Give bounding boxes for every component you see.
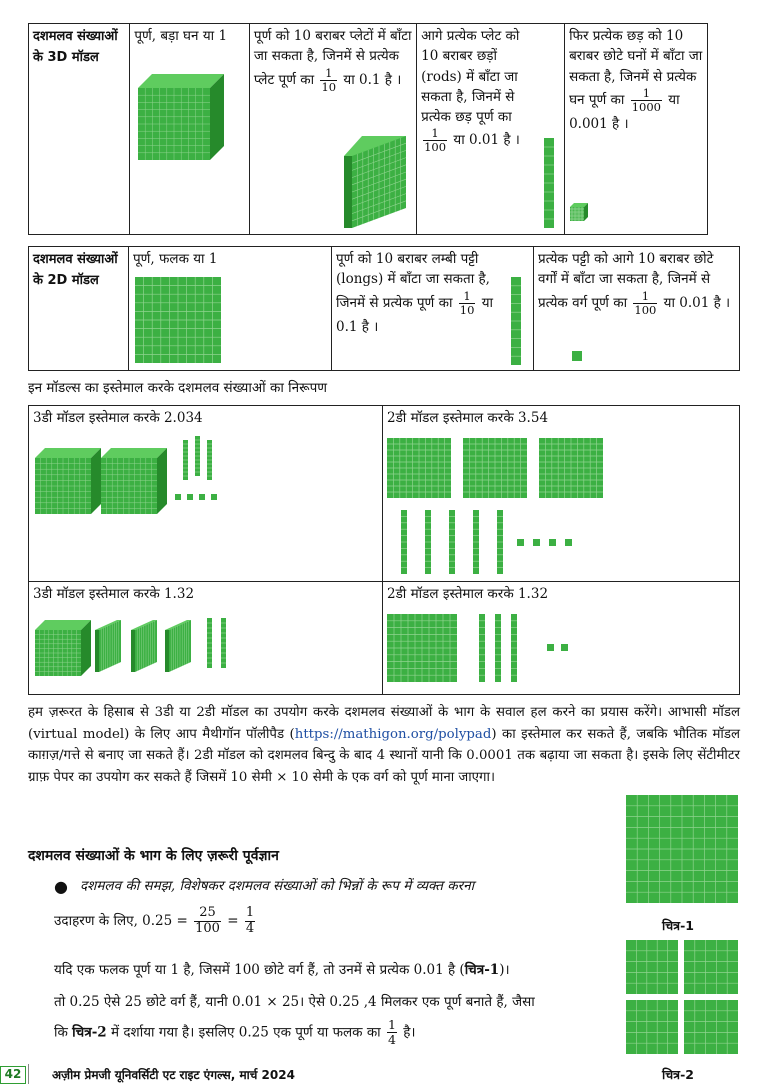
table-2d-header-cell <box>29 247 129 371</box>
example-2d-354-figure <box>387 436 617 576</box>
long-1 <box>401 510 407 574</box>
fraction-one-tenth: $\frac{1}{10}$ <box>321 65 337 94</box>
rod-1 <box>207 618 212 668</box>
fraction-one-thousandth: $\frac{1}{1000}$ <box>631 85 661 114</box>
long-3 <box>511 614 517 682</box>
quarter-3 <box>626 1000 678 1054</box>
small-cube-figure <box>569 202 589 222</box>
examples-table <box>28 405 740 695</box>
quarter-2 <box>684 940 738 994</box>
plate-1 <box>95 620 121 672</box>
example-2d-132-figure <box>387 612 587 684</box>
rod-figure <box>541 136 557 230</box>
table-2d-col3-text: प्रत्येक पट्टी को आगे 10 बराबर छोटे वर्गों में बाँटा जा सकता है, जिनमें से प्रत्येक वर्ग पूर्ण का <box>538 251 714 311</box>
rod-3d <box>544 138 554 228</box>
flat-figure <box>135 277 223 365</box>
table-3d-col1 <box>130 24 250 235</box>
whole-cube-1 <box>35 448 101 514</box>
table-3d-col2 <box>249 24 416 235</box>
flat-square <box>135 277 221 363</box>
example-2d-354-title: 2डी मॉडल इस्तेमाल करके 3.54 <box>387 410 549 426</box>
example-2d-132-title: 2डी मॉडल इस्तेमाल करके 1.32 <box>387 586 549 602</box>
table-2d-header: दशमलव संख्याओं के 2D मॉडल <box>33 252 118 289</box>
table-2d-col1 <box>129 247 332 371</box>
fraction-one-hundredth: $\frac{1}{100}$ <box>424 126 447 155</box>
table-3d-col2-text-b: या 0.1 है । <box>343 71 402 88</box>
table-2d-col3-text-b: या 0.01 है । <box>663 294 731 311</box>
unit-2 <box>561 644 568 651</box>
paragraph-intro: हम ज़रूरत के हिसाब से 3डी या 2डी मॉडल का उपयोग करके दशमलव संख्याओं के भाग के सवाल हल करने का प्रयास करेंगे। आभासी मॉडल (virtual model) के लिए आप मैथीगॉन पॉलीपैड (https://mathigon.org/polypad) का इस्तेमाल कर सकते हैं, जबकि भौतिक मॉडल काग़ज़/गत्ते से बनाए जा सकते हैं। 2डी मॉडल को दशमलव बिन्दु के बाद 4 स्थानों यानी कि 0.0001 तक बढ़ाया जा सकता है। इसके लिए सेंटीमीटर ग्राफ़ पेपर का उपयोग कर सकते हैं जिसमें 10 सेमी × 10 सेमी के एक वर्ग को पूर्ण माना जाएगा। <box>28 705 740 785</box>
fraction-one-hundredth-2d: $\frac{1}{100}$ <box>634 288 657 317</box>
figure-1-grid <box>626 795 739 905</box>
whole-cube-2 <box>101 448 167 514</box>
bullet-item <box>54 877 594 897</box>
flat-2 <box>463 438 527 498</box>
small-cube-3 <box>199 494 205 500</box>
table-3d-col4-text-b: या 0.001 है । <box>569 91 680 133</box>
table-3d-col4 <box>565 24 708 235</box>
small-cube <box>570 203 588 221</box>
unit-1 <box>517 539 524 546</box>
long-2 <box>495 614 501 682</box>
table-2d-col2 <box>332 247 534 371</box>
paragraph-fig1: यदि एक फलक पूर्ण या 1 है, जिसमें 100 छोटे वर्ग हैं, तो उनमें से प्रत्येक 0.01 है (चित्र-1)। <box>54 962 510 978</box>
fraction-one-tenth-2d: $\frac{1}{10}$ <box>459 288 475 317</box>
fraction-1-4: $\frac{1}{4}$ <box>245 905 255 936</box>
quarter-1 <box>626 940 678 994</box>
example-3d-2034-figure <box>35 436 235 516</box>
footer-text: अज़ीम प्रेमजी यूनिवर्सिटी एट राइट एंगल्स, मार्च 2024 <box>52 1068 295 1082</box>
small-cube-4 <box>211 494 217 500</box>
polypad-link[interactable]: https://mathigon.org/polypad <box>294 726 492 742</box>
bullet-text: दशमलव की समझ, विशेषकर दशमलव संख्याओं को भिन्नों के रूप में व्यक्त करना <box>80 878 475 894</box>
example-2d-354 <box>383 406 740 582</box>
example-3d-2034 <box>29 406 383 582</box>
unit-2 <box>533 539 540 546</box>
flat-3 <box>539 438 603 498</box>
plate-2 <box>131 620 157 672</box>
table-2d-col2-text: पूर्ण को 10 बराबर लम्बी पट्टी (longs) में बाँटा जा सकता है, जिनमें से प्रत्येक पूर्ण का <box>336 251 490 311</box>
table-3d-header-cell <box>29 24 130 235</box>
example-3d-2034-title: 3डी मॉडल इस्तेमाल करके 2.034 <box>33 410 203 426</box>
unit-3 <box>549 539 556 546</box>
long-4 <box>473 510 479 574</box>
example-2d-132 <box>383 582 740 695</box>
figure-2-label: चित्र-2 <box>662 1067 694 1082</box>
big-cube-figure <box>136 72 228 164</box>
table-3d-header: दशमलव संख्याओं के 3D मॉडल <box>33 29 118 66</box>
flat-1 <box>387 438 451 498</box>
plate-3 <box>165 620 191 672</box>
table-3d-models <box>28 23 708 235</box>
long-3 <box>449 510 455 574</box>
whole-cube <box>35 620 91 676</box>
small-cube-2 <box>187 494 193 500</box>
example-3d-132 <box>29 582 383 695</box>
example-equation: उदाहरण के लिए, 0.25 = $\frac{25}{100}$ = $\frac{1}{4}$ <box>54 905 255 936</box>
unit-4 <box>565 539 572 546</box>
flat <box>387 614 457 682</box>
representation-title: इन मॉडल्स का इस्तेमाल करके दशमलव संख्याओं का निरूपण <box>28 380 328 396</box>
figure-2-grid <box>626 940 739 1055</box>
long-5 <box>497 510 503 574</box>
paragraph-quarter: तो 0.25 ऐसे 25 छोटे वर्ग हैं, यानी 0.01 × 25। ऐसे 0.25 ,4 मिलकर एक पूर्ण बनाते हैं, जैसा <box>54 994 535 1010</box>
example-3d-132-figure <box>35 612 255 678</box>
table-3d-col3 <box>417 24 565 235</box>
table-2d-col2-text-b: या 0.1 है । <box>336 294 494 335</box>
table-2d-col1-text: पूर्ण, फलक या 1 <box>133 251 218 267</box>
rod-2 <box>221 618 226 668</box>
rod-2 <box>195 436 200 476</box>
quarter-4 <box>684 1000 738 1054</box>
unit-1 <box>547 644 554 651</box>
section-heading: दशमलव संख्याओं के भाग के लिए ज़रूरी पूर्वज्ञान <box>28 848 279 864</box>
table-2d-models <box>28 246 740 371</box>
fig1-ref: चित्र-1 <box>464 962 500 978</box>
example-3d-132-title: 3डी मॉडल इस्तेमाल करके 1.32 <box>33 586 195 602</box>
long-strip <box>511 277 521 365</box>
long-2 <box>425 510 431 574</box>
rod-1 <box>183 440 188 480</box>
fraction-25-100: $\frac{25}{100}$ <box>195 905 220 936</box>
rod-3 <box>207 440 212 480</box>
long-1 <box>479 614 485 682</box>
fraction-quarter: $\frac{1}{4}$ <box>387 1017 396 1048</box>
table-3d-col3-text: आगे प्रत्येक प्लेट को 10 बराबर छड़ों (rods) में बाँटा जा सकता है, जिनमें से प्रत्येक छड़ पूर्ण का <box>421 28 520 125</box>
unit-square-figure <box>572 351 582 361</box>
bullet-icon: ● <box>54 877 68 896</box>
small-cube-1 <box>175 494 181 500</box>
table-2d-col3 <box>534 247 740 371</box>
plate-block <box>344 136 406 228</box>
table-3d-col4-text: फिर प्रत्येक छड़ को 10 बराबर छोटे घनों में बाँटा जा सकता है, जिनमें से प्रत्येक घन पूर्ण का <box>569 28 703 108</box>
table-3d-col3-text-b: या 0.01 है । <box>453 132 520 149</box>
hundred-grid <box>626 795 738 903</box>
table-3d-col2-text: पूर्ण को 10 बराबर प्लेटों में बाँटा जा सकता है, जिनमें से प्रत्येक प्लेट पूर्ण का <box>253 28 412 88</box>
figure-1-label: चित्र-1 <box>662 918 694 933</box>
big-cube <box>138 74 224 160</box>
table-3d-col1-text: पूर्ण, बड़ा घन या 1 <box>134 28 228 44</box>
fig2-ref: चित्र-2 <box>72 1024 107 1041</box>
footer-divider <box>28 1064 29 1084</box>
long-figure <box>510 277 522 367</box>
plate-figure <box>342 134 410 230</box>
paragraph-fig2: कि चित्र-2 में दर्शाया गया है। इसलिए 0.25 एक पूर्ण या फलक का $\frac{1}{4}$ है। <box>54 1017 416 1048</box>
page-number: 42 <box>0 1066 26 1084</box>
